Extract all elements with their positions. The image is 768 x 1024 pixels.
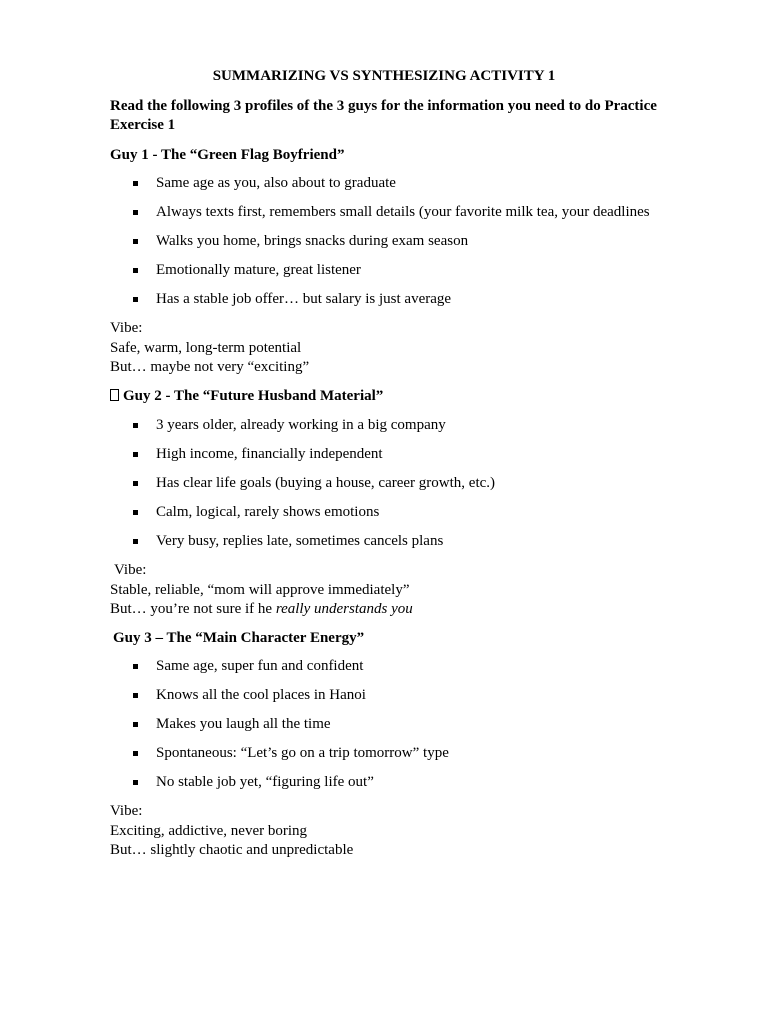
bullet-icon: [133, 423, 138, 428]
guy-1-bullet-list: [130, 174, 730, 319]
intro-instructions: Read the following 3 profiles of the 3 guys for the information you need to do Practice Exercise 1: [110, 98, 657, 133]
guy-3-heading: Guy 3 – The “Main Character Energy”: [113, 630, 365, 646]
list-item: Has clear life goals (buying a house, career growth, etc.): [130, 474, 730, 503]
vibe-line-2: But… you’re not sure if he really understands you: [110, 601, 413, 617]
vibe-line-2: But… slightly chaotic and unpredictable: [110, 842, 354, 858]
vibe-line-1: Safe, warm, long-term potential: [110, 339, 302, 356]
guy-1-heading: Guy 1 - The “Green Flag Boyfriend”: [110, 147, 345, 163]
missing-glyph-icon: [110, 389, 119, 401]
bullet-icon: [133, 452, 138, 457]
bullet-icon: [133, 722, 138, 727]
list-item: Very busy, replies late, sometimes cancels plans: [130, 532, 730, 561]
list-item: Always texts first, remembers small details (your favorite milk tea, your deadlines: [130, 203, 730, 232]
bullet-icon: [133, 481, 138, 486]
bullet-icon: [133, 510, 138, 515]
bullet-icon: [133, 210, 138, 215]
bullet-icon: [133, 539, 138, 544]
document-title: SUMMARIZING VS SYNTHESIZING ACTIVITY 1: [212, 68, 556, 84]
bullet-icon: [133, 181, 138, 186]
bullet-icon: [133, 693, 138, 698]
bullet-icon: [133, 780, 138, 785]
list-item: Emotionally mature, great listener: [130, 261, 730, 290]
bullet-icon: [133, 751, 138, 756]
vibe-label: Vibe:: [110, 803, 143, 819]
list-item: No stable job yet, “figuring life out”: [130, 773, 730, 802]
guy-3-bullet-list: [130, 657, 730, 802]
list-item: Has a stable job offer… but salary is just average: [130, 290, 730, 319]
guy-2-vibe: [110, 561, 710, 620]
vibe-line-1: Stable, reliable, “mom will approve immediately”: [110, 581, 410, 598]
bullet-icon: [133, 297, 138, 302]
vibe-line-2: But… maybe not very “exciting”: [110, 359, 310, 375]
list-item: Calm, logical, rarely shows emotions: [130, 503, 730, 532]
guy-2-heading: Guy 2 - The “Future Husband Material”: [123, 388, 384, 404]
list-item: Makes you laugh all the time: [130, 715, 730, 744]
list-item: Walks you home, brings snacks during exam season: [130, 232, 730, 261]
list-item: Same age, super fun and confident: [130, 657, 730, 686]
guy-2-bullet-list: [130, 416, 730, 561]
list-item: Spontaneous: “Let’s go on a trip tomorrow” type: [130, 744, 730, 773]
list-item: Same age as you, also about to graduate: [130, 174, 730, 203]
list-item: High income, financially independent: [130, 445, 730, 474]
bullet-icon: [133, 664, 138, 669]
guy-3-vibe: [110, 802, 710, 861]
vibe-label: Vibe:: [110, 320, 143, 336]
list-item: Knows all the cool places in Hanoi: [130, 686, 730, 715]
bullet-icon: [133, 239, 138, 244]
list-item: 3 years older, already working in a big company: [130, 416, 730, 445]
vibe-line-1: Exciting, addictive, never boring: [110, 822, 308, 839]
guy-1-vibe: [110, 319, 710, 378]
vibe-label: Vibe:: [114, 562, 147, 578]
guy-2-heading-row: [110, 387, 383, 406]
bullet-icon: [133, 268, 138, 273]
